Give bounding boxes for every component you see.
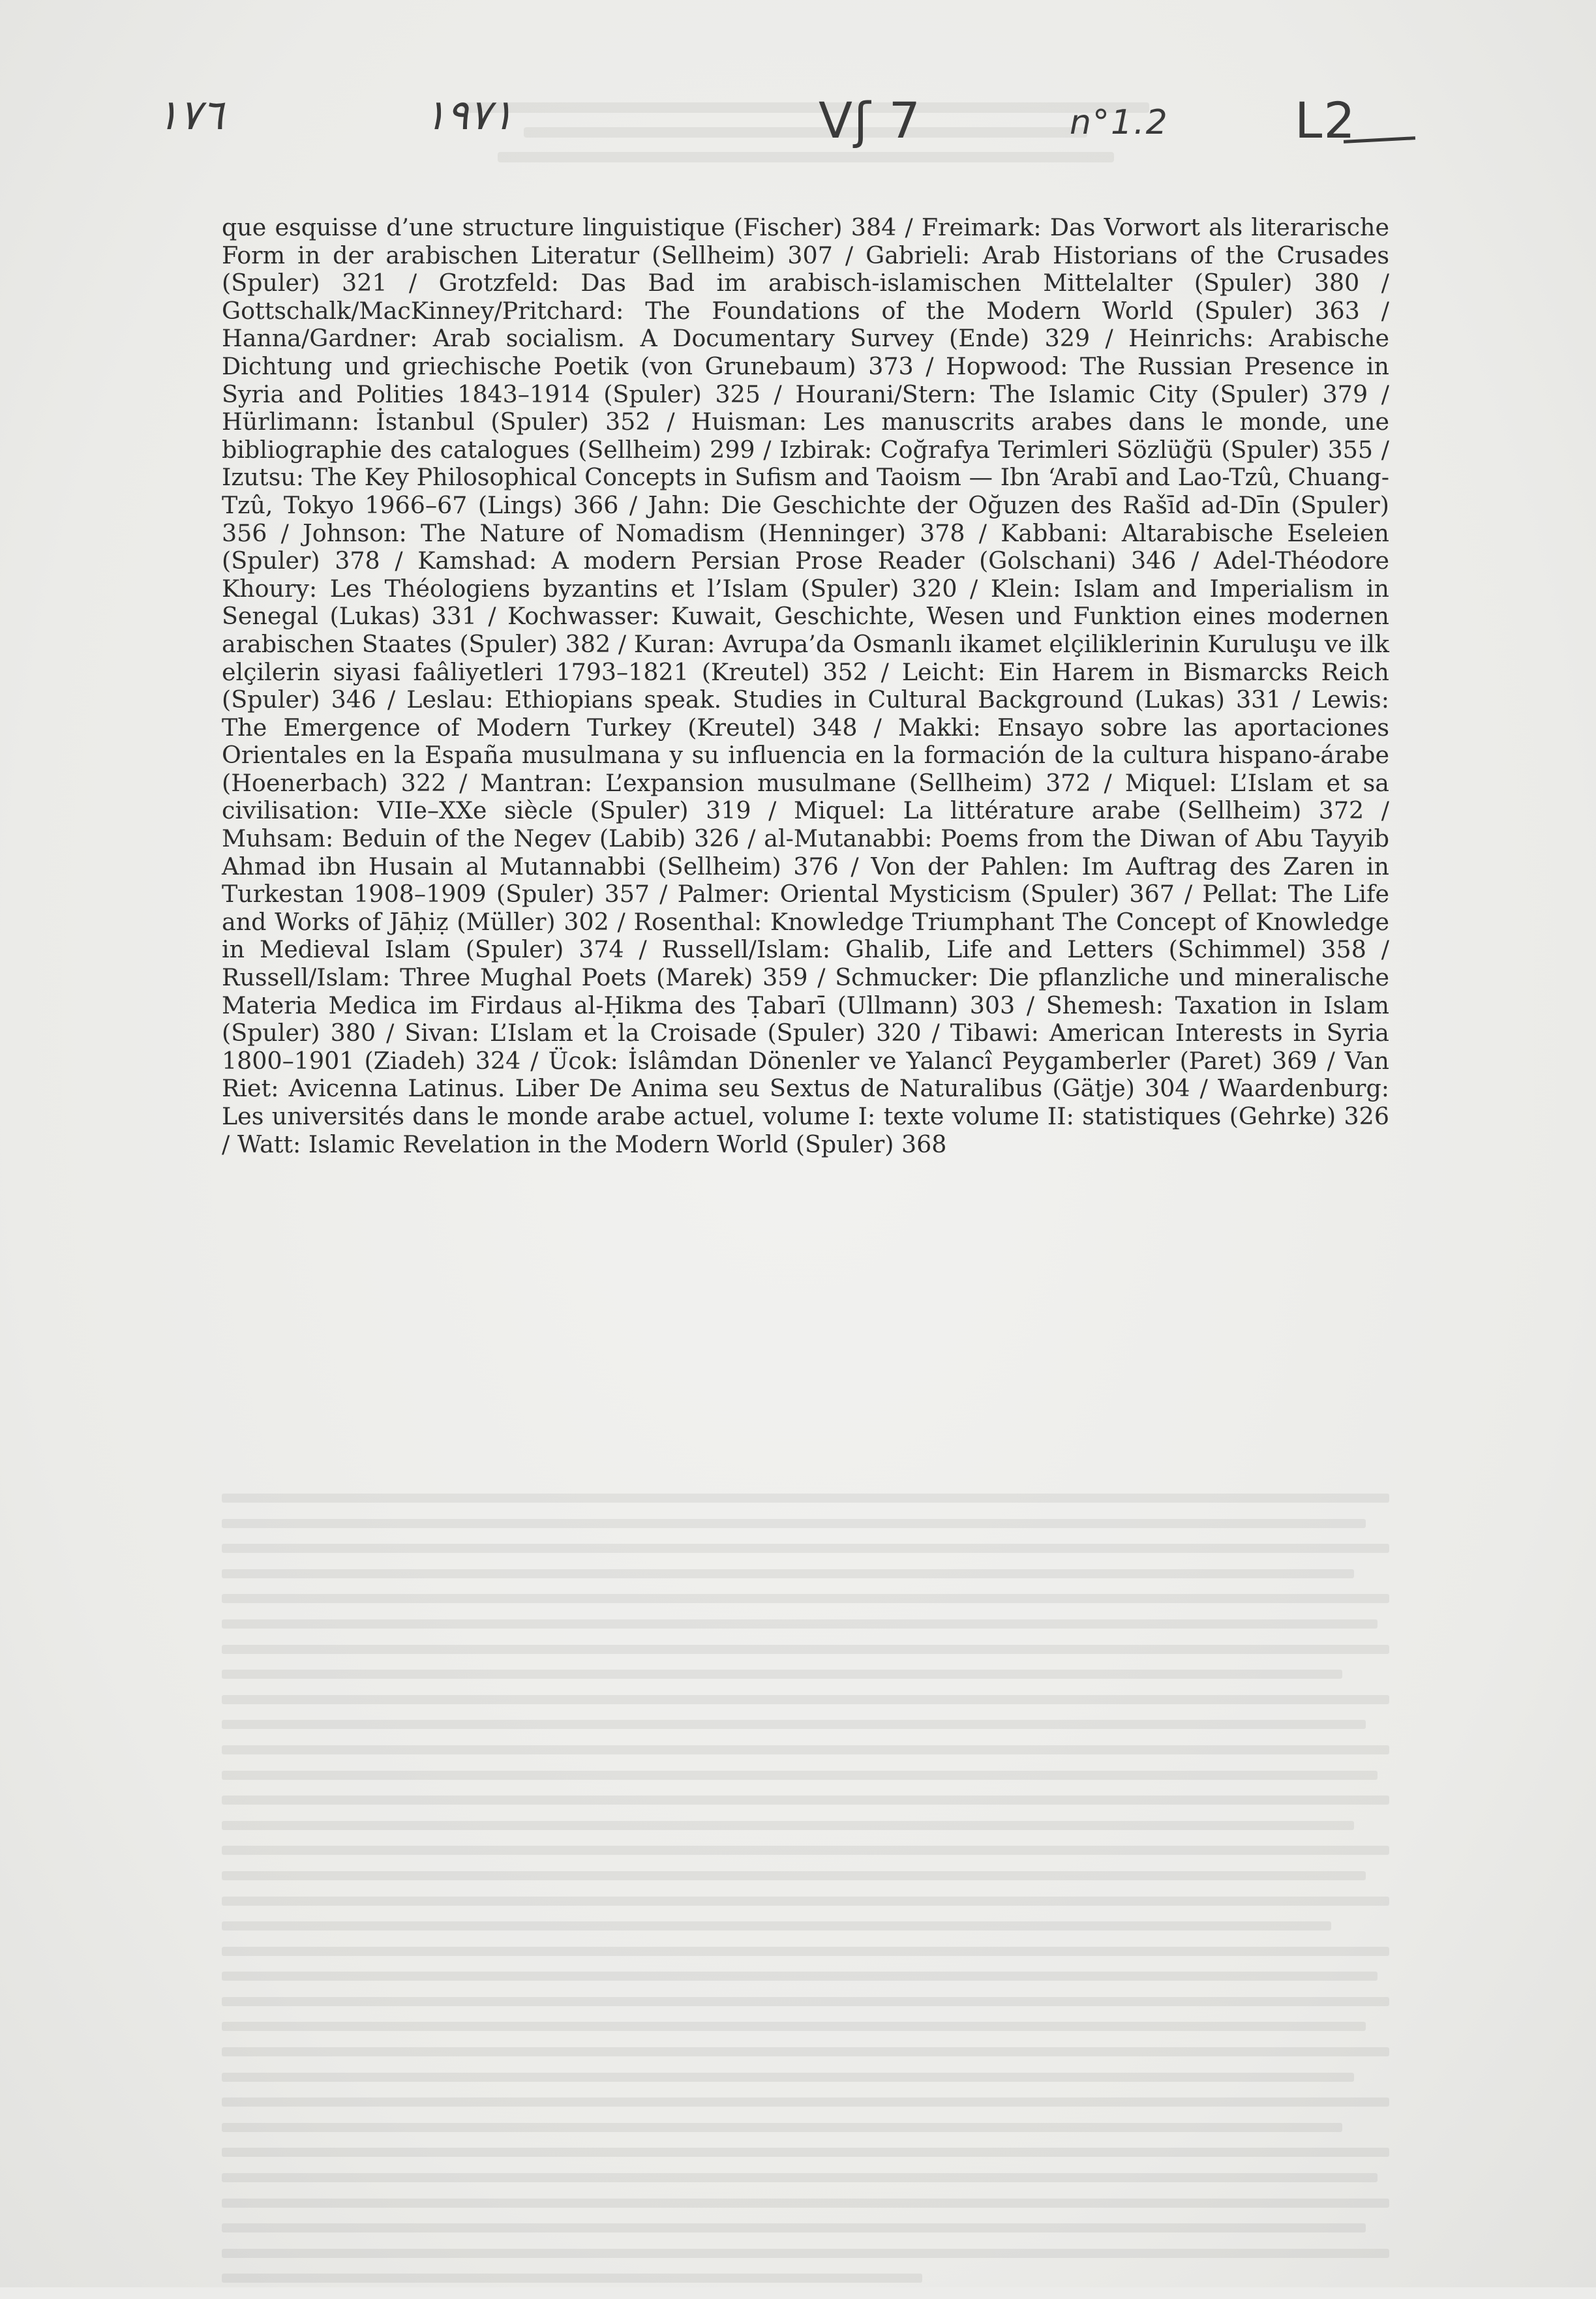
- show-through-text: [222, 1494, 1389, 2299]
- handwritten-mark-2: ١٩٧١: [424, 91, 514, 140]
- handwritten-mark-5: L2: [1295, 91, 1357, 149]
- handwritten-mark-3: Vʃ 7: [819, 91, 922, 149]
- handwritten-mark-1: ١٧٦: [157, 91, 224, 140]
- handwritten-mark-4: n°1.2: [1070, 103, 1169, 142]
- index-paragraph: que esquisse d’une structure linguistique (Fischer) 384 / Freimark: Das Vorwort als literarische Form in der arabischen Literatur (Sellheim) 307 / Gabrieli: Arab Historians of the Crusades (Spuler) 321 / Grotzfeld: Das Bad im arabisch-islamischen Mittelalter (Spuler) 380 / Gottschalk/MacKinney/Pritchard: The Foundations of the Modern World (Spuler) 363 / Hanna/Gardner: Arab socialism. A Documentary Survey (Ende) 329 / Heinrichs: Arabische Dichtung und griechische Poetik (von Grunebaum) 373 / Hopwood: The Russian Presence in Syria and Polities 1843–1914 (Spuler) 325 / Hourani/Stern: The Islamic City (Spuler) 379 / Hürlimann: İstanbul (Spuler) 352 / Huisman: Les manuscrits arabes dans le monde, une bibliographie des catalogues (Sellheim) 299 / Izbirak: Coğrafya Terimleri Sözlüğü (Spuler) 355 / Izutsu: The Key Philosophical Concepts in Sufism and Taoism — Ibn ‘Arabī and Lao-Tzû, Chuang-Tzû, Tokyo 1966–67 (Lings) 366 / Jahn: Die Geschichte der Oğuzen des Rašīd ad-Dīn (Spuler) 356 / Johnson: The Nature of Nomadism (Henninger) 378 / Kabbani: Altarabische Eseleien (Spuler) 378 / Kamshad: A modern Persian Prose Reader (Golschani) 346 / Adel-Théodore Khoury: Les Théologiens byzantins et l’Islam (Spuler) 320 / Klein: Islam and Imperialism in Senegal (Lukas) 331 / Kochwasser: Kuwait, Geschichte, Wesen und Funktion eines modernen arabischen Staates (Spuler) 382 / Kuran: Avrupa’da Osmanlı ikamet elçiliklerinin Kuruluşu ve ilk elçilerin siyasi faâliyetleri 1793–1821 (Kreutel) 352 / Leicht: Ein Harem in Bismarcks Reich (Spuler) 346 / Leslau: Ethiopians speak. Studies in Cultural Background (Lukas) 331 / Lewis: The Emergence of Modern Turkey (Kreutel) 348 / Makki: Ensayo sobre las aportaciones Orientales en la España musulmana y su influencia en la formación de la cultura hispano-árabe (Hoenerbach) 322 / Mantran: L’expansion musulmane (Sellheim) 372 / Miquel: L’Islam et sa civilisation: VIIe–XXe siècle (Spuler) 319 / Miquel: La littérature arabe (Sellheim) 372 / Muhsam: Beduin of the Negev (Labib) 326 / al-Mutanabbi: Poems from the Diwan of Abu Tayyib Ahmad ibn Husain al Mutannabbi (Sellheim) 376 / Von der Pahlen: Im Auftrag des Zaren in Turkestan 1908–1909 (Spuler) 357 / Palmer: Oriental Mysticism (Spuler) 367 / Pellat: The Life and Works of Jāḥiẓ (Müller) 302 / Rosenthal: Knowledge Triumphant The Concept of Knowledge in Medieval Islam (Spuler) 374 / Russell/Islam: Ghalib, Life and Letters (Schimmel) 358 / Russell/Islam: Three Mughal Poets (Marek) 359 / Schmucker: Die pflanzliche und mineralische Materia Medica im Firdaus al-Ḥikma des Ṭabarī (Ullmann) 303 / Shemesh: Taxation in Islam (Spuler) 380 / Sivan: L’Islam et la Croisade (Spuler) 320 / Tibawi: American Interests in Syria 1800–1901 (Ziadeh) 324 / Ücok: İslâmdan Dönenler ve Yalancî Peygamberler (Paret) 369 / Van Riet: Avicenna Latinus. Liber De Anima seu Sextus de Naturalibus (Gätje) 304 / Waardenburg: Les universités dans le monde arabe actuel, volume I: texte volume II: statistiques (Gehrke) 326 / Watt: Islamic Revelation in the Modern World (Spuler) 368: [222, 213, 1389, 1158]
